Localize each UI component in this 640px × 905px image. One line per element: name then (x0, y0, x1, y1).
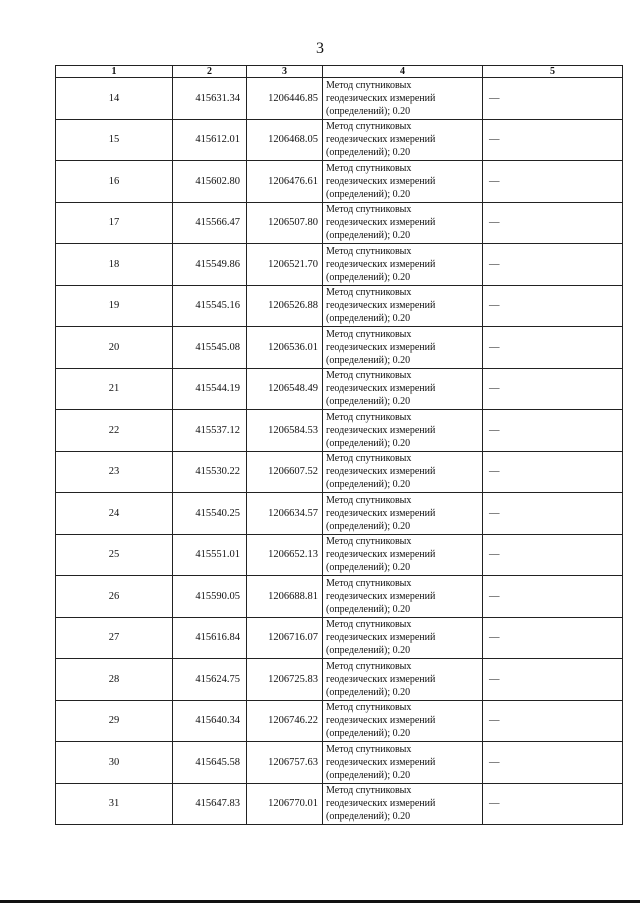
coordinate-x-cell: 415616.84 (173, 617, 247, 659)
table-row (56, 576, 623, 618)
method-cell (323, 493, 483, 535)
method-line: геодезических измерений (326, 424, 436, 436)
method-line: (определений); 0.20 (326, 147, 411, 159)
table-row (56, 534, 623, 576)
method-line: геодезических измерений (326, 258, 436, 270)
method-cell (323, 202, 483, 244)
method-line: геодезических измерений (326, 217, 436, 229)
method-line: геодезических измерений (326, 383, 436, 395)
note-cell: — (483, 78, 623, 120)
point-number-cell: 26 (56, 576, 173, 618)
method-line: (определений); 0.20 (326, 230, 411, 242)
note-cell: — (483, 327, 623, 369)
note-cell: — (483, 493, 623, 535)
note-cell: — (483, 119, 623, 161)
header-col-2: 2 (173, 66, 247, 78)
header-col-5: 5 (483, 66, 623, 78)
note-cell: — (483, 534, 623, 576)
coordinate-x-cell: 415544.19 (173, 368, 247, 410)
coordinate-x-cell: 415545.08 (173, 327, 247, 369)
table-row (56, 659, 623, 701)
method-line: геодезических измерений (326, 632, 436, 644)
table-row (56, 493, 623, 535)
point-number-cell: 25 (56, 534, 173, 576)
method-cell (323, 119, 483, 161)
point-number-cell: 21 (56, 368, 173, 410)
note-cell: — (483, 410, 623, 452)
method-line: Метод спутниковых (326, 660, 412, 672)
method-line: геодезических измерений (326, 341, 436, 353)
note-cell: — (483, 285, 623, 327)
point-number-cell: 30 (56, 742, 173, 784)
method-line: Метод спутниковых (326, 411, 412, 423)
coordinate-y-cell: 1206716.07 (247, 617, 323, 659)
method-line: Метод спутниковых (326, 619, 412, 631)
point-number-cell: 31 (56, 783, 173, 825)
table-row (56, 742, 623, 784)
note-cell: — (483, 576, 623, 618)
coordinate-x-cell: 415537.12 (173, 410, 247, 452)
coordinate-y-cell: 1206725.83 (247, 659, 323, 701)
point-number-cell: 17 (56, 202, 173, 244)
point-number-cell: 20 (56, 327, 173, 369)
coordinate-y-cell: 1206536.01 (247, 327, 323, 369)
coordinate-x-cell: 415540.25 (173, 493, 247, 535)
point-number-cell: 24 (56, 493, 173, 535)
point-number-cell: 23 (56, 451, 173, 493)
note-cell: — (483, 368, 623, 410)
method-cell (323, 78, 483, 120)
coordinate-x-cell: 415566.47 (173, 202, 247, 244)
coordinate-x-cell: 415549.86 (173, 244, 247, 286)
coordinate-x-cell: 415530.22 (173, 451, 247, 493)
coordinate-x-cell: 415640.34 (173, 700, 247, 742)
method-line: (определений); 0.20 (326, 437, 411, 449)
table-row (56, 78, 623, 120)
point-number-cell: 22 (56, 410, 173, 452)
method-line: Метод спутниковых (326, 204, 412, 216)
note-cell: — (483, 659, 623, 701)
method-cell (323, 368, 483, 410)
method-line: геодезических измерений (326, 92, 436, 104)
method-line: (определений); 0.20 (326, 603, 411, 615)
method-line: (определений); 0.20 (326, 354, 411, 366)
coordinate-x-cell: 415545.16 (173, 285, 247, 327)
method-line: (определений); 0.20 (326, 728, 411, 740)
coordinate-y-cell: 1206746.22 (247, 700, 323, 742)
method-line: геодезических измерений (326, 756, 436, 768)
note-cell: — (483, 742, 623, 784)
bottom-border-line (0, 900, 640, 903)
note-cell: — (483, 244, 623, 286)
coordinate-y-cell: 1206652.13 (247, 534, 323, 576)
header-col-3: 3 (247, 66, 323, 78)
coordinate-y-cell: 1206757.63 (247, 742, 323, 784)
note-cell: — (483, 202, 623, 244)
note-cell: — (483, 161, 623, 203)
method-line: (определений); 0.20 (326, 479, 411, 491)
coordinate-x-cell: 415602.80 (173, 161, 247, 203)
method-line: (определений); 0.20 (326, 562, 411, 574)
coordinate-y-cell: 1206521.70 (247, 244, 323, 286)
header-col-4: 4 (323, 66, 483, 78)
method-cell (323, 617, 483, 659)
table-row (56, 451, 623, 493)
coordinate-x-cell: 415590.05 (173, 576, 247, 618)
method-line: (определений); 0.20 (326, 769, 411, 781)
method-line: геодезических измерений (326, 673, 436, 685)
method-cell (323, 534, 483, 576)
method-cell (323, 700, 483, 742)
note-cell: — (483, 617, 623, 659)
method-line: (определений); 0.20 (326, 271, 411, 283)
coordinates-table (55, 65, 623, 825)
method-line: геодезических измерений (326, 466, 436, 478)
point-number-cell: 29 (56, 700, 173, 742)
method-line: геодезических измерений (326, 798, 436, 810)
coordinate-x-cell: 415612.01 (173, 119, 247, 161)
coordinate-y-cell: 1206584.53 (247, 410, 323, 452)
coordinate-y-cell: 1206446.85 (247, 78, 323, 120)
coordinate-y-cell: 1206688.81 (247, 576, 323, 618)
coordinate-y-cell: 1206607.52 (247, 451, 323, 493)
method-line: геодезических измерений (326, 134, 436, 146)
method-line: Метод спутниковых (326, 743, 412, 755)
point-number-cell: 27 (56, 617, 173, 659)
table-row (56, 161, 623, 203)
method-line: геодезических измерений (326, 175, 436, 187)
note-cell: — (483, 700, 623, 742)
method-line: (определений); 0.20 (326, 520, 411, 532)
method-line: Метод спутниковых (326, 328, 412, 340)
method-cell (323, 742, 483, 784)
coordinate-y-cell: 1206526.88 (247, 285, 323, 327)
method-line: Метод спутниковых (326, 536, 412, 548)
note-cell: — (483, 783, 623, 825)
coordinate-y-cell: 1206468.05 (247, 119, 323, 161)
note-cell: — (483, 451, 623, 493)
method-line: Метод спутниковых (326, 785, 412, 797)
header-col-1: 1 (56, 66, 173, 78)
method-line: Метод спутниковых (326, 494, 412, 506)
point-number-cell: 19 (56, 285, 173, 327)
coordinate-y-cell: 1206507.80 (247, 202, 323, 244)
coordinate-y-cell: 1206548.49 (247, 368, 323, 410)
method-line: Метод спутниковых (326, 453, 412, 465)
method-line: геодезических измерений (326, 590, 436, 602)
table-body (56, 78, 623, 825)
page-number: 3 (316, 40, 324, 57)
point-number-cell: 18 (56, 244, 173, 286)
method-cell (323, 285, 483, 327)
method-line: Метод спутниковых (326, 577, 412, 589)
method-line: (определений); 0.20 (326, 811, 411, 823)
coordinate-y-cell: 1206476.61 (247, 161, 323, 203)
method-line: Метод спутниковых (326, 702, 412, 714)
method-line: (определений); 0.20 (326, 396, 411, 408)
coordinate-x-cell: 415647.83 (173, 783, 247, 825)
method-line: геодезических измерений (326, 507, 436, 519)
table-row (56, 368, 623, 410)
method-line: Метод спутниковых (326, 162, 412, 174)
method-line: геодезических измерений (326, 715, 436, 727)
method-line: геодезических измерений (326, 549, 436, 561)
coordinate-x-cell: 415631.34 (173, 78, 247, 120)
method-line: (определений); 0.20 (326, 188, 411, 200)
method-line: Метод спутниковых (326, 121, 412, 133)
table-row (56, 119, 623, 161)
table-row (56, 617, 623, 659)
method-line: (определений); 0.20 (326, 105, 411, 117)
method-line: (определений); 0.20 (326, 645, 411, 657)
method-cell (323, 244, 483, 286)
point-number-cell: 16 (56, 161, 173, 203)
point-number-cell: 28 (56, 659, 173, 701)
method-cell (323, 327, 483, 369)
table-row (56, 327, 623, 369)
method-cell (323, 783, 483, 825)
coordinate-y-cell: 1206770.01 (247, 783, 323, 825)
point-number-cell: 14 (56, 78, 173, 120)
method-line: Метод спутниковых (326, 370, 412, 382)
coordinate-y-cell: 1206634.57 (247, 493, 323, 535)
coordinate-x-cell: 415645.58 (173, 742, 247, 784)
table-row (56, 700, 623, 742)
table-row (56, 285, 623, 327)
method-line: геодезических измерений (326, 300, 436, 312)
method-cell (323, 576, 483, 618)
method-cell (323, 161, 483, 203)
table-row (56, 783, 623, 825)
coordinate-x-cell: 415624.75 (173, 659, 247, 701)
method-line: Метод спутниковых (326, 287, 412, 299)
table-row (56, 410, 623, 452)
method-line: (определений); 0.20 (326, 686, 411, 698)
table-header-row (56, 66, 623, 78)
table-row (56, 202, 623, 244)
method-line: Метод спутниковых (326, 245, 412, 257)
method-cell (323, 451, 483, 493)
method-line: (определений); 0.20 (326, 313, 411, 325)
method-cell (323, 659, 483, 701)
method-line: Метод спутниковых (326, 79, 412, 91)
point-number-cell: 15 (56, 119, 173, 161)
table-row (56, 244, 623, 286)
method-cell (323, 410, 483, 452)
coordinate-x-cell: 415551.01 (173, 534, 247, 576)
